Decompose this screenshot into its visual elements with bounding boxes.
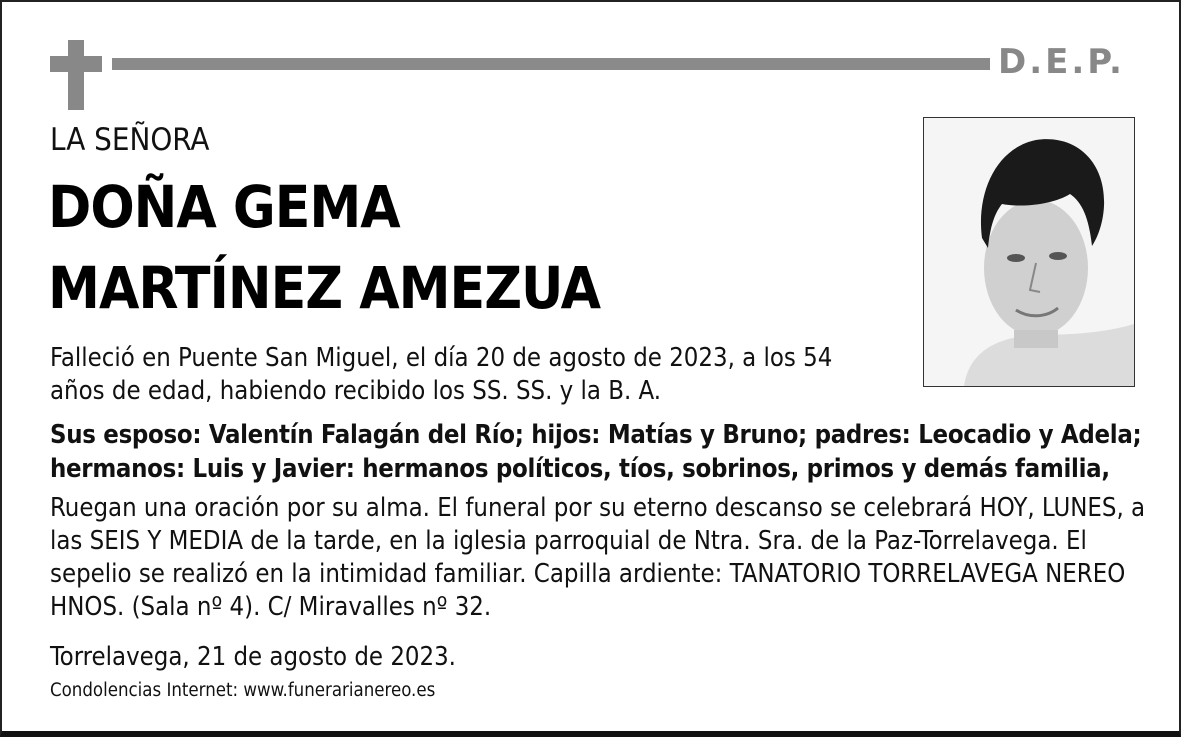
honorific: LA SEÑORA (50, 122, 210, 158)
header-rule (112, 58, 990, 70)
place-date: Torrelavega, 21 de agosto de 2023. (50, 642, 456, 672)
cross-vertical-bar (68, 40, 84, 110)
cross-horizontal-bar (50, 56, 102, 72)
portrait-image (924, 118, 1134, 386)
deceased-name-line1: DOÑA GEMA (48, 173, 400, 241)
deceased-name-line2: MARTÍNEZ AMEZUA (48, 254, 601, 322)
deceased-photo (923, 117, 1135, 387)
condolences-link[interactable]: Condolencias Internet: www.funerarianereo.es (50, 680, 436, 701)
family-list: Sus esposo: Valentín Falagán del Río; hijos: Matías y Bruno; padres: Leocadio y Adela; hermanos: Luis y Javier: hermanos políticos, tíos, sobrinos, primos y demás familia, (50, 420, 1142, 484)
death-info: Falleció en Puente San Miguel, el día 20 de agosto de 2023, a los 54 años de edad, habiendo recibido los SS. SS. y la B. A. (50, 343, 833, 406)
funeral-info: Ruegan una oración por su alma. El funeral por su eterno descanso se celebrará HOY, LUNES, a las SEIS Y MEDIA de la tarde, en la iglesia parroquial de Ntra. Sra. de la Paz-Torrelavega. El sepelio se realizó en la intimidad familiar. Capilla ardiente: TANATORIO TORRELAVEGA NEREO HNOS. (Sala nº 4). C/ Miravalles nº 32. (50, 493, 1146, 622)
dep-label: D.E.P. (998, 42, 1125, 82)
